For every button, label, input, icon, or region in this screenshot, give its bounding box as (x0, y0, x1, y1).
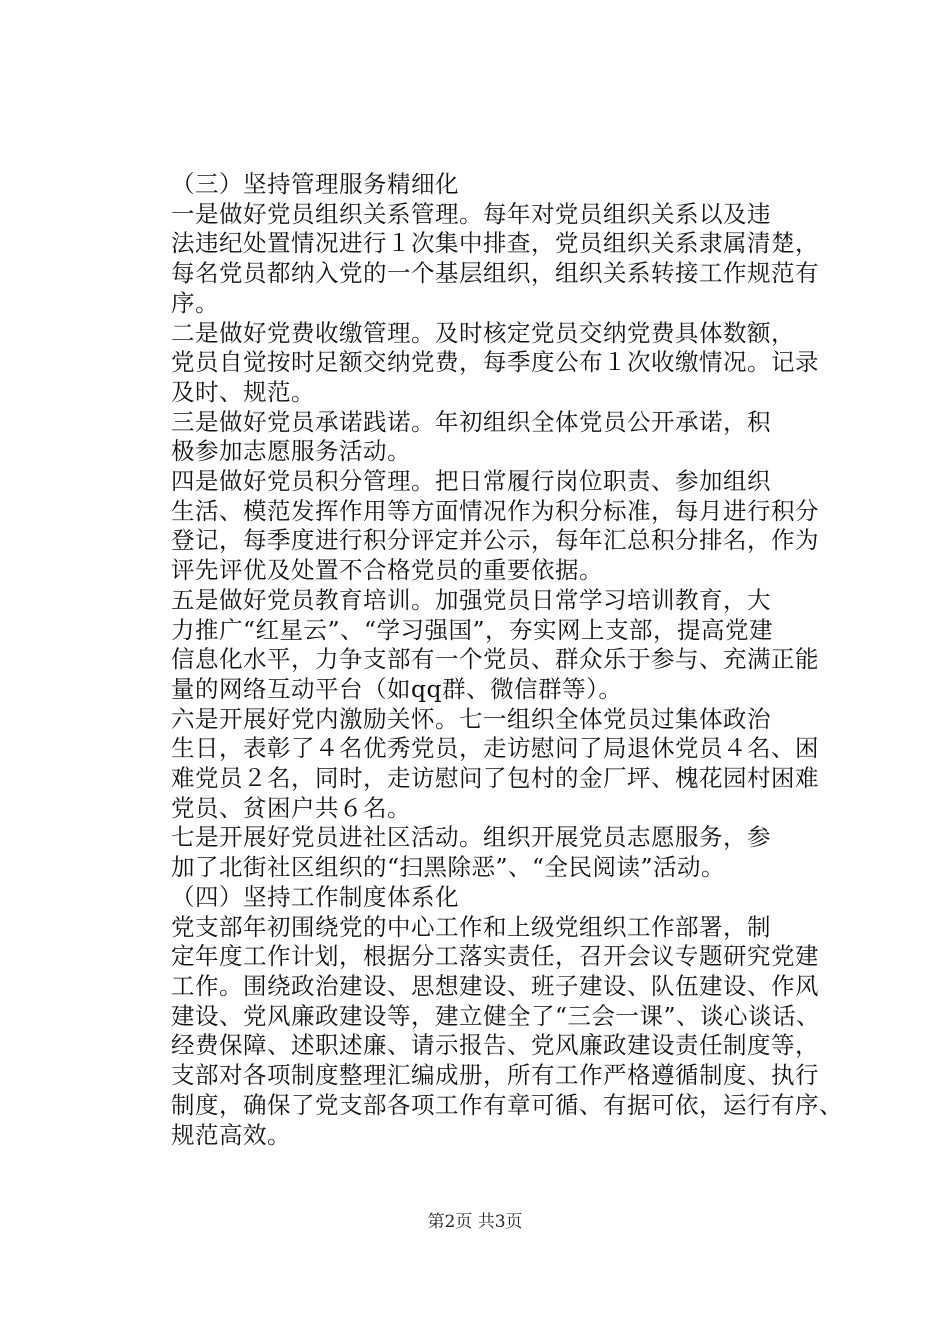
section-heading-4: （四）坚持工作制度体系化 (171, 882, 459, 911)
text-line: 四是做好党员积分管理。把日常履行岗位职责、参加组织 (171, 467, 771, 496)
document-body (124, 170, 843, 1150)
text-line: 规范高效。 (171, 1120, 291, 1149)
text-line: 登记，每季度进行积分评定并公示，每年汇总积分排名，作为 (171, 526, 819, 555)
section-heading-3: （三）坚持管理服务精细化 (171, 170, 459, 198)
text-line: 定年度工作计划，根据分工落实责任，召开会议专题研究党建 (171, 942, 819, 971)
text-line: 信息化水平，力争支部有一个党员、群众乐于参与、充满正能 (171, 645, 819, 674)
paragraph-party-dues (124, 319, 836, 408)
text-line: 每名党员都纳入党的一个基层组织，组织关系转接工作规范有 (171, 259, 819, 288)
text-line: 难党员２名，同时，走访慰问了包村的金厂坪、槐花园村困难 (171, 764, 819, 793)
text-line: 经费保障、述职述廉、请示报告、党风廉政建设责任制度等， (171, 1031, 819, 1060)
text-line: 生日，表彰了４名优秀党员，走访慰问了局退休党员４名、困 (171, 734, 819, 763)
text-line: 量的网络互动平台（如qq群、微信群等）。 (171, 674, 623, 703)
text-line: 二是做好党费收缴管理。及时核定党员交纳党费具体数额， (171, 318, 795, 347)
text-line: 序。 (171, 288, 219, 317)
text-line: 极参加志愿服务活动。 (171, 437, 411, 466)
text-line: 一是做好党员组织关系管理。每年对党员组织关系以及违 (171, 199, 771, 228)
text-line: 六是开展好党内激励关怀。七一组织全体党员过集体政治 (171, 704, 771, 733)
text-line: 七是开展好党员进社区活动。组织开展党员志愿服务，参 (171, 823, 771, 852)
paragraph-org-relations (124, 200, 836, 319)
text-line: 五是做好党员教育培训。加强党员日常学习培训教育，大 (171, 585, 771, 614)
paragraph-points-management (124, 467, 836, 586)
text-line: 支部对各项制度整理汇编成册，所有工作严格遵循制度、执行 (171, 1061, 819, 1090)
page-number-label: 第2页 共3页 (427, 1212, 523, 1232)
paragraph-education-training (124, 586, 836, 705)
paragraph-commitments (124, 408, 836, 467)
paragraph-work-system (124, 912, 843, 1151)
text-line: 加了北街社区组织的“扫黑除恶”、“全民阅读”活动。 (171, 853, 726, 882)
page-footer (0, 1211, 950, 1233)
text-line: 党员自觉按时足额交纳党费，每季度公布１次收缴情况。记录 (171, 348, 819, 377)
text-line: 建设、党风廉政建设等，建立健全了“三会一课”、谈心谈话、 (171, 1001, 821, 1030)
text-line: 评先评优及处置不合格党员的重要依据。 (171, 556, 603, 585)
text-line: 党支部年初围绕党的中心工作和上级党组织工作部署，制 (171, 912, 771, 941)
text-line: 及时、规范。 (171, 377, 315, 406)
text-line: 制度，确保了党支部各项工作有章可循、有据可依，运行有序、 (171, 1090, 843, 1119)
text-line: 法违纪处置情况进行１次集中排查，党员组织关系隶属清楚， (171, 229, 819, 258)
text-line: 党员、贫困户共６名。 (171, 793, 411, 822)
paragraph-community-activities (124, 823, 836, 882)
text-line: 力推广“红星云”、“学习强国”，夯实网上支部，提高党建 (171, 615, 774, 644)
text-line: 工作。围绕政治建设、思想建设、班子建设、队伍建设、作风 (171, 971, 819, 1000)
text-line: 三是做好党员承诺践诺。年初组织全体党员公开承诺，积 (171, 407, 771, 436)
paragraph-incentives-care (124, 705, 836, 824)
text-line: 生活、模范发挥作用等方面情况作为积分标准，每月进行积分 (171, 496, 819, 525)
